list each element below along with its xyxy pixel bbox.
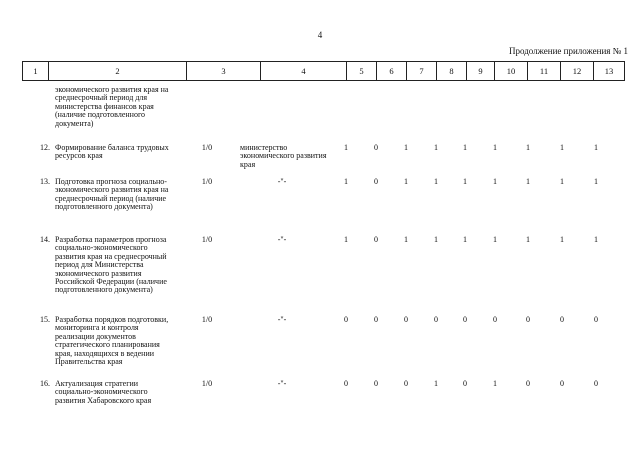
row-value: 0 bbox=[463, 315, 467, 324]
row-value: 1 bbox=[493, 379, 497, 388]
row-value: 0 bbox=[344, 315, 348, 324]
row-value: 0 bbox=[374, 235, 378, 244]
row-number: 14. bbox=[40, 235, 50, 244]
row-value: 0 bbox=[374, 143, 378, 152]
row-value: 1 bbox=[560, 143, 564, 152]
header-cell: 1 bbox=[23, 62, 49, 81]
row-value: 0 bbox=[594, 315, 598, 324]
row-unit: 1/0 bbox=[201, 379, 213, 388]
row-text: Разработка параметров прогноза социально-экономического развития края на среднесрочный период для Министерства экономического развития Российской Федерации (наличие подготовленного документа) bbox=[55, 235, 167, 295]
row-value: 1 bbox=[434, 379, 438, 388]
row-value: 1 bbox=[434, 177, 438, 186]
row-unit: 1/0 bbox=[201, 235, 213, 244]
row-value: 0 bbox=[344, 379, 348, 388]
header-cell: 8 bbox=[437, 62, 467, 81]
header-cell: 10 bbox=[495, 62, 528, 81]
row-responsible: -"- bbox=[277, 315, 287, 324]
header-cell: 5 bbox=[347, 62, 377, 81]
row-responsible: министерство экономического развития края bbox=[240, 143, 327, 169]
row-value: 1 bbox=[463, 143, 467, 152]
row-responsible: -"- bbox=[277, 235, 287, 244]
row-value: 1 bbox=[434, 235, 438, 244]
row-text: экономического развития края на среднесрочный период для министерства финансов края (наличие подготовленного документа) bbox=[55, 85, 169, 128]
row-text: Подготовка прогноза социально-экономического развития края на среднесрочный период (наличие подготовленного документа) bbox=[55, 177, 169, 212]
row-unit: 1/0 bbox=[201, 177, 213, 186]
continuation-label: Продолжение приложения № 1 bbox=[508, 46, 628, 56]
row-value: 0 bbox=[493, 315, 497, 324]
row-value: 1 bbox=[493, 143, 497, 152]
row-value: 1 bbox=[344, 235, 348, 244]
row-value: 1 bbox=[560, 177, 564, 186]
header-cell: 4 bbox=[261, 62, 347, 81]
row-value: 0 bbox=[526, 315, 530, 324]
row-number: 13. bbox=[40, 177, 50, 186]
header-cell: 9 bbox=[467, 62, 495, 81]
row-value: 1 bbox=[434, 143, 438, 152]
row-value: 1 bbox=[463, 235, 467, 244]
row-value: 0 bbox=[463, 379, 467, 388]
row-value: 0 bbox=[594, 379, 598, 388]
row-text: Формирование баланса трудовых ресурсов края bbox=[55, 143, 169, 161]
row-value: 0 bbox=[374, 315, 378, 324]
row-unit: 1/0 bbox=[201, 315, 213, 324]
row-value: 1 bbox=[526, 177, 530, 186]
header-cell: 2 bbox=[49, 62, 187, 81]
row-value: 1 bbox=[526, 235, 530, 244]
row-value: 0 bbox=[374, 379, 378, 388]
row-responsible: -"- bbox=[277, 379, 287, 388]
row-text: Разработка порядков подготовки, мониторинга и контроля реализации документов стратегического планирования края, находящихся в ведении Правительства края bbox=[55, 315, 169, 367]
row-value: 1 bbox=[344, 177, 348, 186]
row-number: 16. bbox=[40, 379, 50, 388]
row-value: 1 bbox=[344, 143, 348, 152]
header-cell: 3 bbox=[187, 62, 261, 81]
row-value: 1 bbox=[594, 143, 598, 152]
header-cell: 13 bbox=[594, 62, 625, 81]
row-value: 0 bbox=[526, 379, 530, 388]
page-number: 4 bbox=[317, 30, 323, 40]
row-value: 0 bbox=[404, 315, 408, 324]
row-value: 0 bbox=[560, 379, 564, 388]
row-value: 0 bbox=[434, 315, 438, 324]
row-value: 1 bbox=[493, 177, 497, 186]
row-text: Актуализация стратегии социально-экономического развития Хабаровского края bbox=[55, 379, 152, 405]
header-cell: 12 bbox=[561, 62, 594, 81]
row-value: 1 bbox=[404, 177, 408, 186]
row-value: 1 bbox=[594, 235, 598, 244]
row-value: 1 bbox=[404, 235, 408, 244]
header-cell: 11 bbox=[528, 62, 561, 81]
row-value: 1 bbox=[560, 235, 564, 244]
row-value: 0 bbox=[374, 177, 378, 186]
row-value: 0 bbox=[404, 379, 408, 388]
row-value: 1 bbox=[463, 177, 467, 186]
row-unit: 1/0 bbox=[201, 143, 213, 152]
row-value: 1 bbox=[404, 143, 408, 152]
row-number: 12. bbox=[40, 143, 50, 152]
row-number: 15. bbox=[40, 315, 50, 324]
row-responsible: -"- bbox=[277, 177, 287, 186]
header-cell: 7 bbox=[407, 62, 437, 81]
row-value: 0 bbox=[560, 315, 564, 324]
header-table bbox=[22, 61, 625, 81]
row-value: 1 bbox=[526, 143, 530, 152]
row-value: 1 bbox=[493, 235, 497, 244]
header-cell: 6 bbox=[377, 62, 407, 81]
row-value: 1 bbox=[594, 177, 598, 186]
